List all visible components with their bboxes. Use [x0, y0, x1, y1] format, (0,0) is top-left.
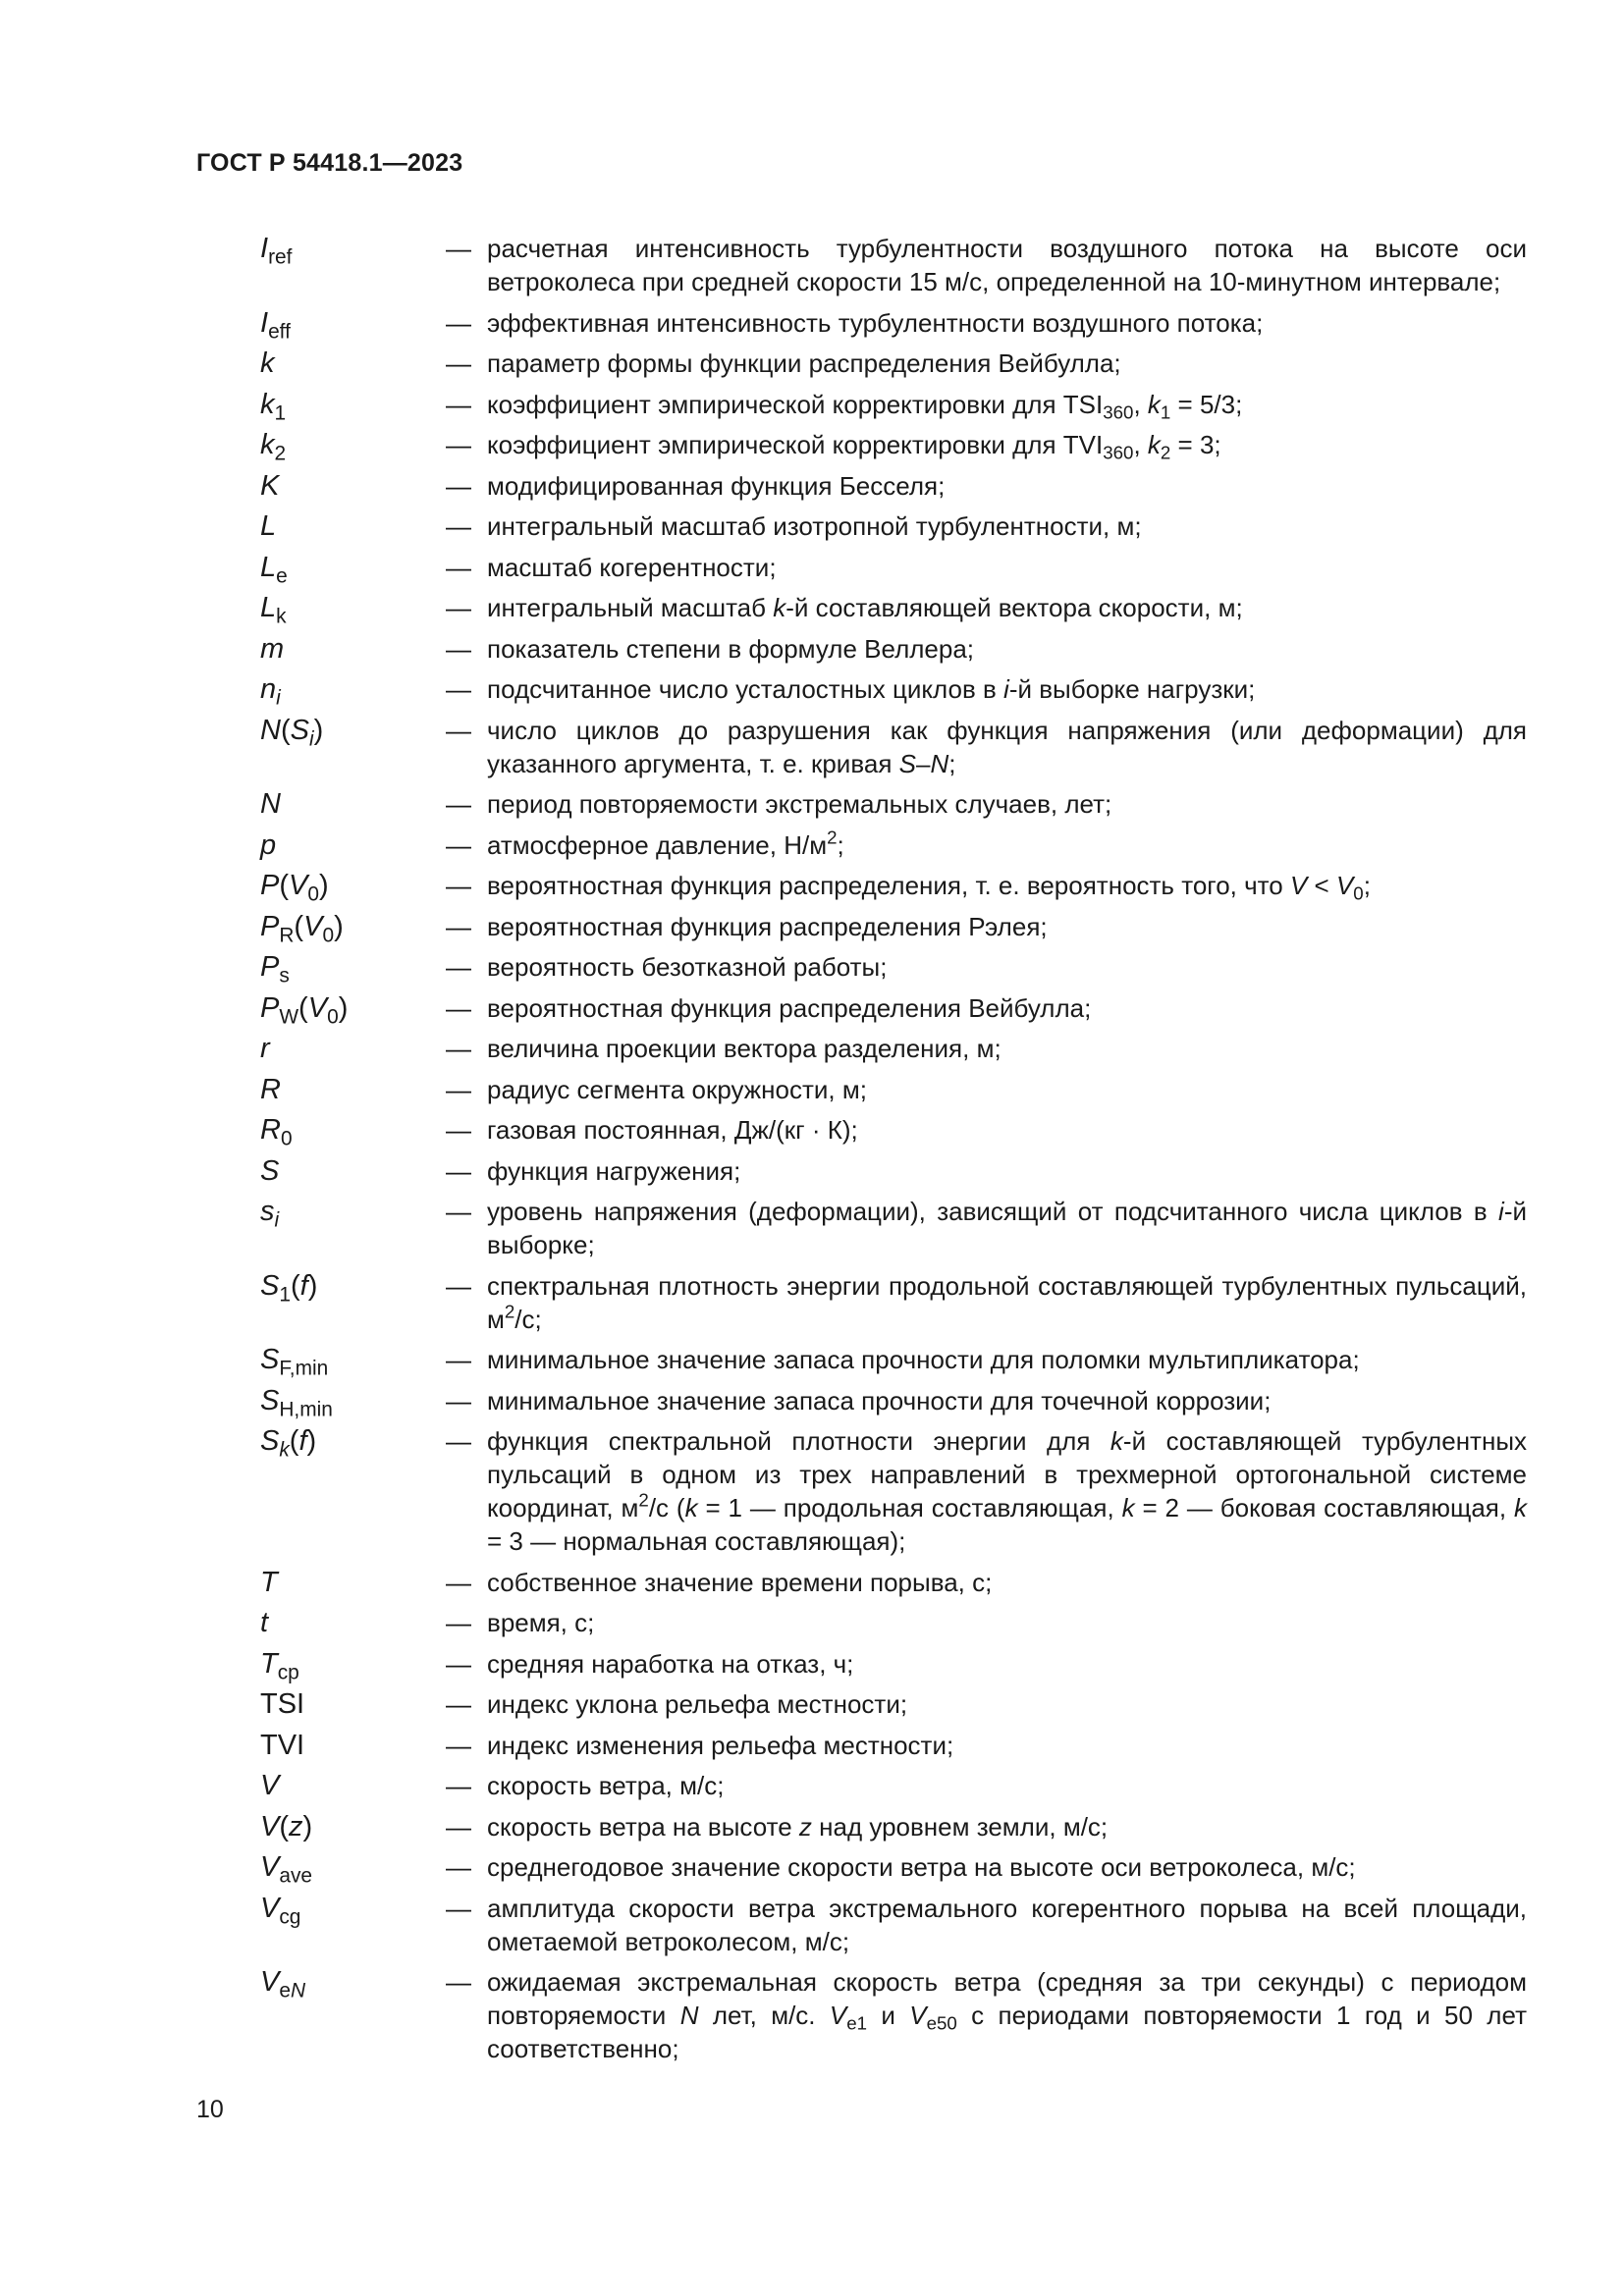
definition-row [196, 869, 1527, 906]
definition-text: число циклов до разрушения как функция напряжения (или деформации) для указанного аргумента, т. е. кривая S–N; [487, 715, 1527, 778]
definition-dash: — [446, 1074, 471, 1104]
definition-text: средняя наработка на отказ, ч; [487, 1648, 854, 1679]
definition-text: время, с; [487, 1608, 595, 1637]
definition-symbol: $P(V_0)$ [260, 870, 329, 906]
definition-text: масштаб когерентности; [487, 552, 777, 582]
definition-row [196, 1810, 1527, 1843]
definition-row [196, 1647, 1527, 1681]
definition-row [196, 1424, 1527, 1558]
definition-text: среднегодовое значение скорости ветра на высоте оси ветроколеса, м/с; [487, 1852, 1356, 1882]
definition-row [196, 672, 1527, 710]
definition-text: индекс изменения рельефа местности; [487, 1730, 954, 1760]
definition-text: ожидаемая экстремальная скорость ветра (средняя за три секунды) с периодом повторяемости N лет, м/с. $V_{e1}$ и $V_{e50}$ с периодами повторяемости 1 год и 50 лет соответственно; [487, 1967, 1527, 2063]
definition-text: функция спектральной плотности энергии для k-й составляющей турбулентных пульсаций в одном из трех направлений в трехмерной ортогональной системе координат, $м^2/с$ (k = 1 — продольная составляющая, k = 2 — боковая составляющая, k = 3 — нормальная составляющая); [487, 1426, 1528, 1556]
definition-dash: — [446, 1648, 471, 1679]
definition-symbol: $S_{H,min}$ [260, 1384, 333, 1420]
definitions-list [196, 232, 1527, 2073]
definition-row [196, 910, 1527, 946]
definition-text: спектральная плотность энергии продольной составляющей турбулентных пульсаций, $м^2/с$; [487, 1270, 1527, 1334]
definition-dash: — [446, 715, 471, 745]
definition-row [196, 591, 1527, 628]
definition-dash: — [446, 389, 471, 419]
definition-symbol: $k_1$ [260, 388, 287, 424]
definition-symbol: $n_i$ [260, 673, 281, 710]
definition-symbol: $L_k$ [260, 592, 287, 628]
definition-text: собственное значение времени порыва, с; [487, 1567, 993, 1597]
definition-row [196, 388, 1527, 424]
definition-dash: — [446, 1689, 471, 1719]
definition-text: скорость ветра на высоте z над уровнем земли, м/с; [487, 1811, 1109, 1842]
definition-text: минимальное значение запаса прочности для поломки мультипликатора; [487, 1345, 1360, 1374]
definition-row [196, 1073, 1527, 1106]
definition-text: радиус сегмента окружности, м; [487, 1074, 867, 1104]
definition-dash: — [446, 593, 471, 622]
definition-row [196, 1032, 1527, 1065]
definition-text: газовая постоянная, Дж/(кг · К); [487, 1115, 858, 1145]
definition-symbol: $I_{eff}$ [260, 306, 291, 343]
definition-text: параметр формы функции распределения Вейбулла; [487, 348, 1121, 378]
definition-text: период повторяемости экстремальных случаев, лет; [487, 789, 1112, 819]
definition-row [196, 1154, 1527, 1188]
definition-dash: — [446, 1811, 471, 1842]
definition-row [196, 551, 1527, 587]
definition-text: амплитуда скорости ветра экстремального когерентного порыва на всей площади, ометаемой ветроколесом, м/с; [487, 1893, 1527, 1956]
definition-row [196, 1606, 1527, 1639]
definition-symbol: V(z) [260, 1810, 313, 1842]
page-number: 10 [196, 2096, 224, 2123]
definition-text: скорость ветра, м/с; [487, 1771, 725, 1800]
definition-dash: — [446, 307, 471, 338]
definition-dash: — [446, 674, 471, 704]
definition-dash: — [446, 1197, 471, 1226]
definition-dash: — [446, 1567, 471, 1597]
definition-dash: — [446, 952, 471, 982]
definition-row [196, 1269, 1527, 1336]
definition-symbol: t [260, 1607, 269, 1638]
definition-symbol: S [260, 1154, 280, 1187]
definition-row [196, 714, 1527, 780]
definition-row [196, 1384, 1527, 1420]
definition-symbol: $S_1(f)$ [260, 1269, 318, 1306]
definition-symbol: K [260, 469, 280, 502]
definition-row [196, 1566, 1527, 1599]
definition-dash: — [446, 871, 471, 900]
definition-dash: — [446, 1345, 471, 1374]
definition-row [196, 1892, 1527, 1958]
definition-text: подсчитанное число усталостных циклов в i-й выборке нагрузки; [487, 674, 1256, 704]
definition-row [196, 1769, 1527, 1802]
definition-dash: — [446, 1270, 471, 1301]
definition-text: функция нагружения; [487, 1155, 741, 1186]
definition-dash: — [446, 348, 471, 378]
definition-text: интегральный масштаб k-й составляющей вектора скорости, м; [487, 593, 1243, 622]
definition-symbol: L [260, 510, 277, 542]
definition-text: показатель степени в формуле Веллера; [487, 633, 975, 664]
definition-text: расчетная интенсивность турбулентности воздушного потока на высоте оси ветроколеса при средней скорости 15 м/с, определенной на 10-минутном интервале; [487, 234, 1527, 296]
definition-dash: — [446, 1730, 471, 1760]
definition-symbol: $P_R(V_0)$ [260, 910, 344, 946]
definition-symbol: $V_{eN}$ [260, 1966, 306, 2002]
definition-dash: — [446, 911, 471, 941]
definition-dash: — [446, 1893, 471, 1923]
definition-text: коэффициент эмпирической корректировки для $TVI_{360}$, $k_2 = 3$; [487, 430, 1221, 463]
definition-symbol: r [260, 1033, 270, 1064]
definition-symbol: $S_{F,min}$ [260, 1344, 329, 1380]
definition-row [196, 1113, 1527, 1150]
definition-text: вероятностная функция распределения, т. е. вероятность того, что $V < V_0$; [487, 871, 1371, 904]
definition-dash: — [446, 1967, 471, 1997]
definition-text: атмосферное давление, $Н/м^2$; [487, 827, 844, 860]
definition-dash: — [446, 633, 471, 664]
definition-symbol: m [260, 632, 285, 665]
definition-text: интегральный масштаб изотропной турбулентности, м; [487, 511, 1142, 541]
definition-symbol: $R_0$ [260, 1114, 293, 1150]
definition-dash: — [446, 1115, 471, 1145]
definition-dash: — [446, 1771, 471, 1800]
definition-row [196, 632, 1527, 666]
definition-row [196, 347, 1527, 380]
definition-dash: — [446, 789, 471, 819]
definition-dash: — [446, 1385, 471, 1415]
definition-text: величина проекции вектора разделения, м; [487, 1034, 1001, 1063]
definition-dash: — [446, 430, 471, 459]
definition-symbol: TVI [260, 1729, 305, 1761]
definition-dash: — [446, 1155, 471, 1186]
definition-symbol: $k_2$ [260, 429, 287, 465]
definition-symbol: V [260, 1770, 280, 1801]
definition-symbol: $I_{ref}$ [260, 233, 293, 269]
definition-symbol: $P_s$ [260, 951, 290, 988]
definition-row [196, 469, 1527, 503]
definition-symbol: $V_{ave}$ [260, 1851, 313, 1888]
definition-symbol: p [260, 828, 277, 861]
definition-dash: — [446, 829, 471, 860]
definition-symbol: N [260, 788, 281, 820]
definition-dash: — [446, 992, 471, 1023]
definition-row [196, 428, 1527, 465]
definition-row [196, 1850, 1527, 1888]
definition-row [196, 306, 1527, 343]
definition-symbol: $V_{cg}$ [260, 1892, 301, 1928]
definition-text: уровень напряжения (деформации), зависящий от подсчитанного числа циклов в i-й выборке; [487, 1197, 1527, 1259]
definition-row [196, 1195, 1527, 1261]
definition-row [196, 1343, 1527, 1380]
document-header: ГОСТ Р 54418.1—2023 [196, 149, 463, 177]
definition-dash: — [446, 1426, 471, 1456]
definition-row [196, 991, 1527, 1028]
definition-text: модифицированная функция Бесселя; [487, 470, 946, 501]
definition-text: вероятностная функция распределения Рэлея; [487, 911, 1048, 941]
definition-dash: — [446, 552, 471, 582]
definition-row [196, 1965, 1527, 2065]
definition-dash: — [446, 1034, 471, 1063]
definition-dash: — [446, 470, 471, 501]
definition-symbol: $S_k(f)$ [260, 1425, 317, 1462]
definition-symbol: k [260, 347, 275, 379]
definition-symbol: $P_W(V_0)$ [260, 991, 349, 1028]
definition-symbol: T [260, 1566, 278, 1598]
definition-symbol: $T_{ср}$ [260, 1647, 299, 1683]
definition-dash: — [446, 511, 471, 541]
definition-row [196, 232, 1527, 298]
definition-row [196, 950, 1527, 988]
definition-symbol: $N(S_i)$ [260, 714, 324, 750]
definition-symbol: TSI [260, 1688, 305, 1720]
definition-dash: — [446, 234, 471, 263]
definition-dash: — [446, 1852, 471, 1882]
definition-text: эффективная интенсивность турбулентности воздушного потока; [487, 307, 1264, 338]
definition-row [196, 828, 1527, 862]
definition-row [196, 787, 1527, 821]
definition-symbol: R [260, 1073, 281, 1105]
definition-symbol: $L_e$ [260, 551, 288, 587]
definition-text: вероятностная функция распределения Вейбулла; [487, 992, 1092, 1023]
definition-dash: — [446, 1608, 471, 1637]
definition-row [196, 1729, 1527, 1762]
definition-text: минимальное значение запаса прочности для точечной коррозии; [487, 1385, 1272, 1415]
definition-text: индекс уклона рельефа местности; [487, 1689, 908, 1719]
definition-symbol: $s_i$ [260, 1196, 280, 1232]
definition-text: вероятность безотказной работы; [487, 952, 888, 982]
definition-row [196, 1687, 1527, 1721]
definition-text: коэффициент эмпирической корректировки для $TSI_{360}$, $k_1 = 5/3$; [487, 389, 1243, 423]
definition-row [196, 509, 1527, 543]
